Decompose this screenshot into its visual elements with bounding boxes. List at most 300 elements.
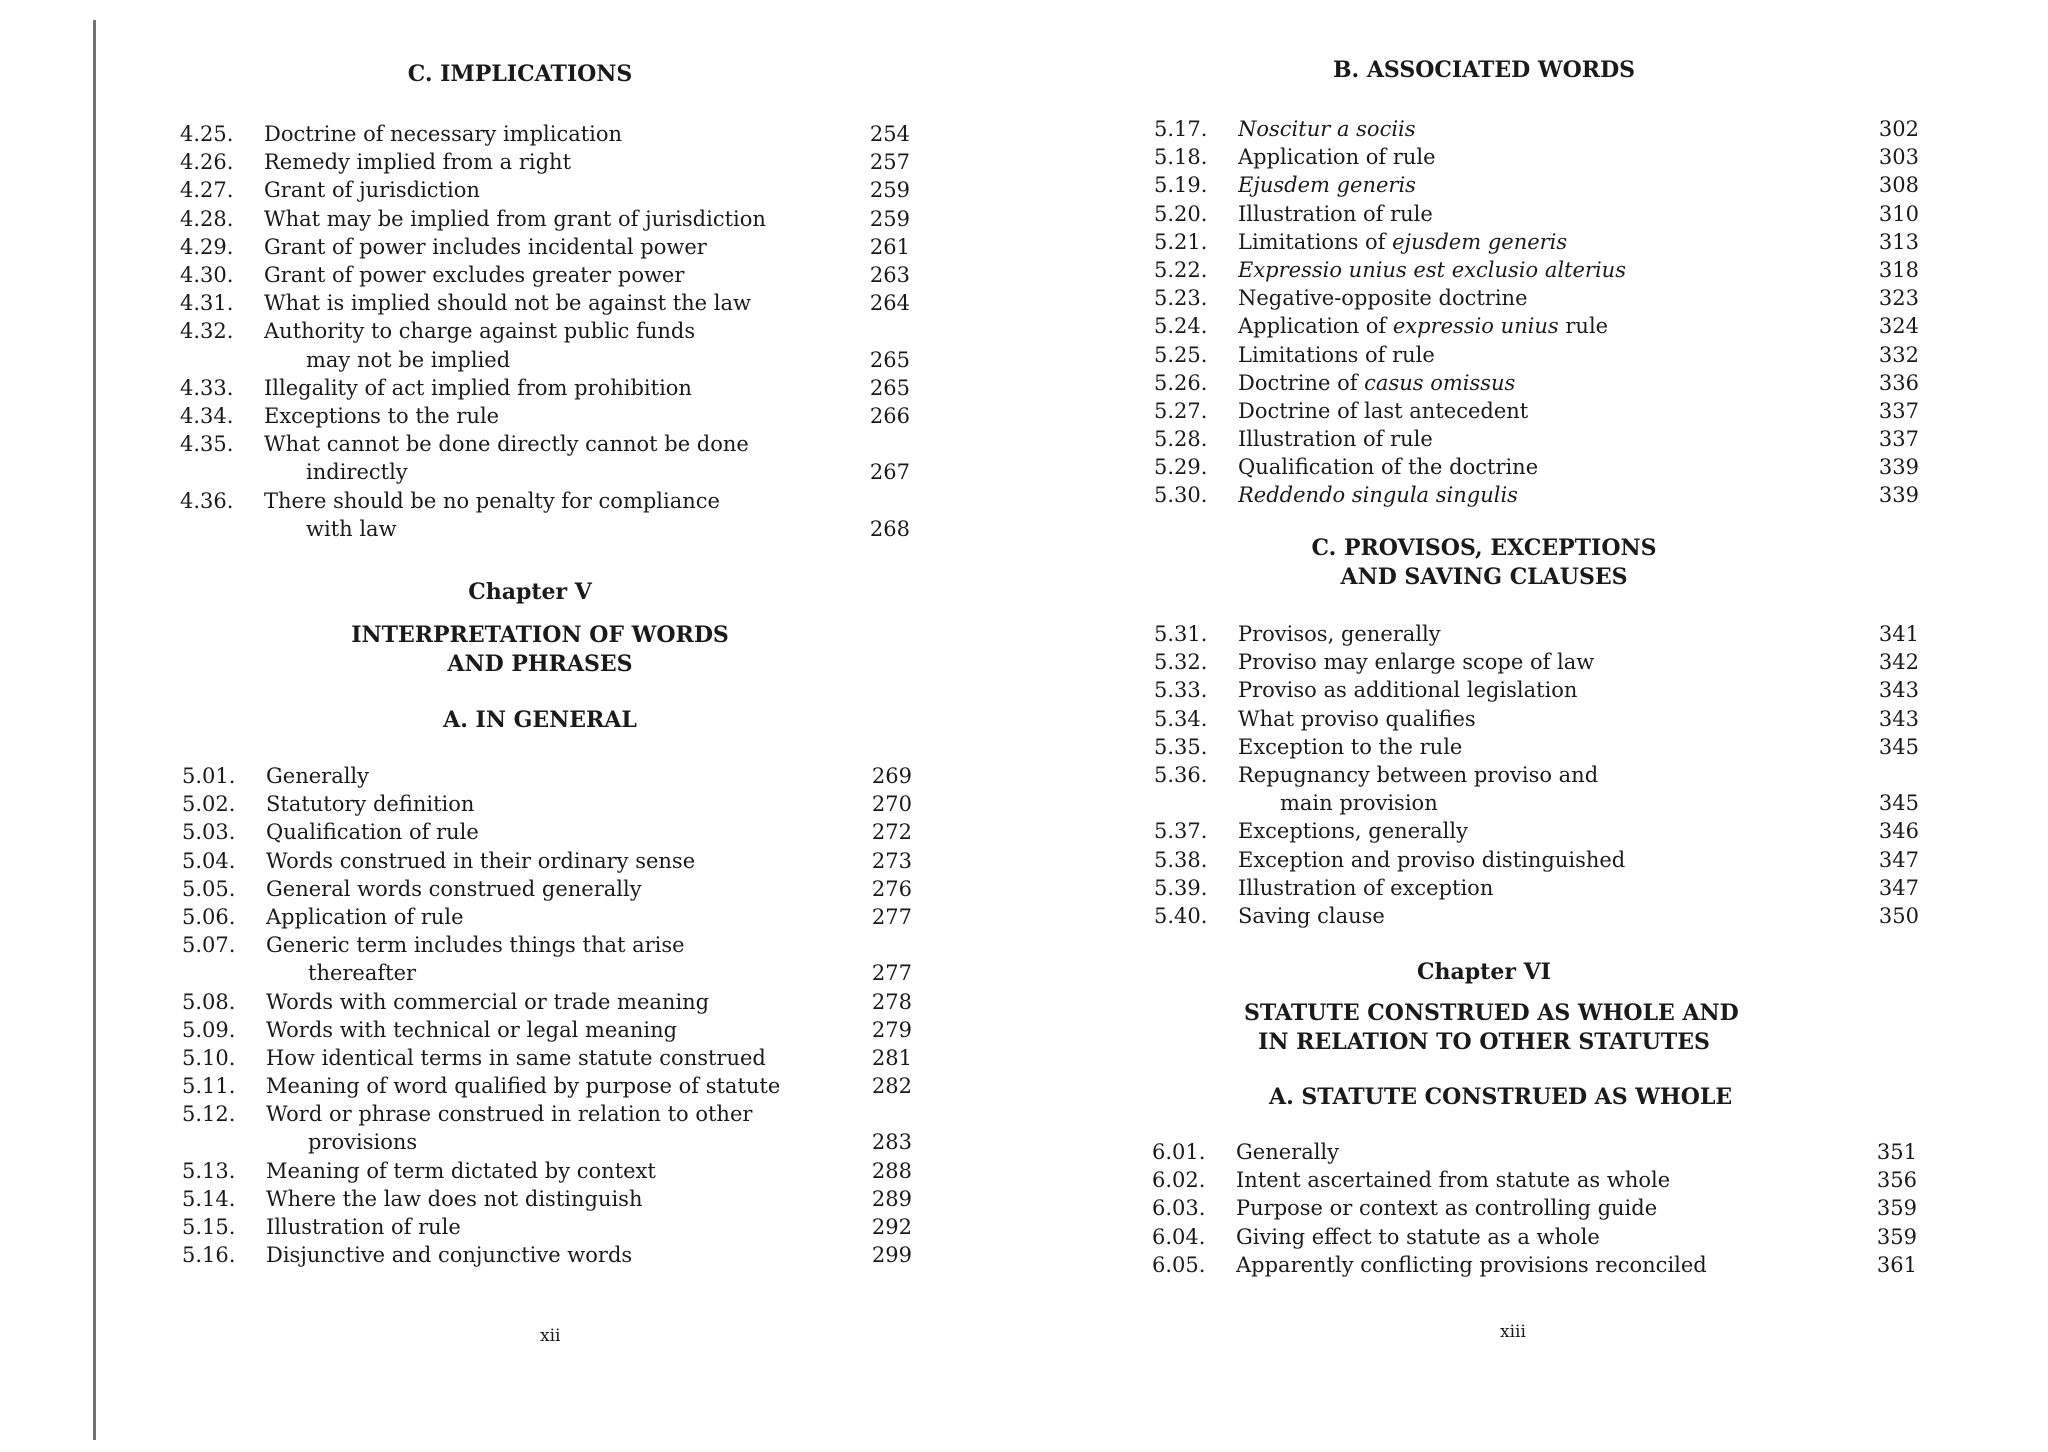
entry-title-text: There should be no penalty for compliance [264, 488, 720, 513]
entry-title [266, 1213, 852, 1241]
entry-title-text: What proviso qualifies [1238, 706, 1476, 731]
toc-entry [182, 1185, 912, 1213]
entry-page-number: 343 [1878, 678, 1919, 703]
toc-entry [1154, 425, 1919, 453]
toc-entry [1154, 341, 1919, 369]
entry-page-number: 310 [1878, 201, 1919, 226]
page-folio: xiii [1500, 1322, 1526, 1342]
entry-page-number: 276 [871, 876, 912, 901]
toc-entry [1152, 1166, 1917, 1194]
entry-number: 5.38. [1154, 847, 1208, 872]
entry-title-text: Proviso may enlarge scope of law [1238, 650, 1595, 675]
toc-entry [182, 1213, 912, 1241]
entry-number: 6.03. [1152, 1196, 1206, 1221]
entry-title [1236, 1251, 1857, 1279]
entry-title-text: Proviso as additional legislation [1238, 678, 1578, 703]
entry-title [1238, 481, 1859, 509]
entry-page-number: 265 [869, 375, 910, 400]
entry-title-text: Statutory definition [266, 792, 475, 817]
page-folio: xii [540, 1326, 561, 1346]
toc-entry [180, 205, 910, 233]
entry-title-text: Meaning of term dictated by context [266, 1158, 656, 1183]
entry-title [1238, 676, 1859, 704]
entry-page-number: 318 [1878, 257, 1919, 282]
entry-page-number: 266 [869, 403, 910, 428]
entry-title [1238, 143, 1859, 171]
toc-entry [1154, 369, 1919, 397]
entry-title-text: Saving clause [1238, 903, 1385, 928]
entry-number: 5.04. [182, 848, 236, 873]
entry-title-text: Words with commercial or trade meaning [266, 989, 710, 1014]
entry-page-number: 347 [1878, 847, 1919, 872]
entry-title-continuation: provisions [308, 1130, 418, 1155]
entry-title [264, 148, 850, 176]
toc-entry [182, 818, 912, 846]
entry-page-number: 336 [1878, 370, 1919, 395]
toc-entry [1154, 705, 1919, 733]
entry-page-number: 339 [1878, 483, 1919, 508]
entry-title [266, 790, 852, 818]
toc-entry [182, 931, 912, 987]
entry-page-number: 281 [871, 1045, 912, 1070]
entry-title-text: Provisos, generally [1238, 622, 1441, 646]
toc-entry [182, 1044, 912, 1072]
entry-number: 5.03. [182, 820, 236, 845]
entry-title [1238, 369, 1859, 397]
entry-title [1238, 817, 1859, 845]
entry-number: 5.28. [1154, 427, 1208, 452]
entry-number: 4.25. [180, 122, 234, 146]
entry-page-number: 254 [869, 122, 910, 146]
toc-entry [182, 903, 912, 931]
entry-number: 5.23. [1154, 286, 1208, 311]
entry-number: 4.35. [180, 432, 234, 457]
entry-title-text: Generally [1236, 1140, 1340, 1164]
entry-page-number: 259 [869, 206, 910, 231]
entry-page-number: 277 [871, 904, 912, 929]
entry-title-text: Doctrine of [1238, 370, 1365, 395]
entry-title-text: Words with technical or legal meaning [266, 1017, 678, 1042]
entry-number: 5.31. [1154, 622, 1208, 646]
entry-number: 5.35. [1154, 734, 1208, 759]
entry-title-text: Where the law does not distinguish [266, 1186, 643, 1211]
entry-page-number: 332 [1878, 342, 1919, 367]
entry-number: 5.26. [1154, 370, 1208, 395]
entry-page-number: 263 [869, 262, 910, 287]
entry-page-number: 270 [871, 792, 912, 817]
toc-entry [182, 847, 912, 875]
entry-number: 5.36. [1154, 762, 1208, 787]
entry-page-number: 345 [1878, 734, 1919, 759]
entry-title [266, 1072, 852, 1100]
entry-title [1236, 1138, 1857, 1166]
entry-title-text: Grant of power includes incidental power [264, 234, 707, 259]
section-c-heading-line-1: C. PROVISOS, EXCEPTIONS [1311, 535, 1657, 561]
entry-number: 5.40. [1154, 903, 1208, 928]
section-a-heading: A. STATUTE CONSTRUED AS WHOLE [1269, 1084, 1733, 1110]
entry-title-continuation: with law [306, 516, 397, 541]
entry-title-tail: rule [1558, 314, 1609, 339]
entry-title-text: Exception to the rule [1238, 734, 1463, 759]
toc-list-6 [1152, 1138, 1917, 1279]
entry-number: 5.34. [1154, 706, 1208, 731]
entry-page-number: 342 [1878, 650, 1919, 675]
section-b-heading: B. ASSOCIATED WORDS [1332, 57, 1636, 83]
entry-title [266, 988, 852, 1016]
entry-page-number: 313 [1878, 229, 1919, 254]
entry-title [1238, 312, 1859, 340]
toc-entry [182, 762, 912, 790]
entry-page-number: 272 [871, 820, 912, 845]
entry-page-number: 359 [1876, 1224, 1917, 1249]
entry-title-italic: expressio unius [1392, 314, 1559, 339]
entry-page-number: 359 [1876, 1196, 1917, 1221]
entry-title-continuation: indirectly [306, 460, 408, 485]
entry-title [1238, 846, 1859, 874]
entry-page-number: 261 [869, 234, 910, 259]
entry-title [1238, 761, 1859, 817]
entry-number: 4.33. [180, 375, 234, 400]
section-a-heading: A. IN GENERAL [443, 707, 637, 733]
toc-entry [182, 1100, 912, 1156]
entry-number: 4.36. [180, 488, 234, 513]
entry-page-number: 289 [871, 1186, 912, 1211]
entry-page-number: 343 [1878, 706, 1919, 731]
entry-title [1238, 228, 1859, 256]
toc-entry [1154, 143, 1919, 171]
entry-number: 5.06. [182, 904, 236, 929]
entry-page-number: 282 [871, 1074, 912, 1099]
entry-number: 5.30. [1154, 483, 1208, 508]
entry-number: 5.18. [1154, 145, 1208, 170]
entry-number: 5.27. [1154, 398, 1208, 423]
chapter-title-line-1: INTERPRETATION OF WORDS [351, 622, 729, 648]
entry-number: 5.01. [182, 764, 236, 788]
chapter-label: Chapter VI [1417, 959, 1551, 985]
entry-number: 5.39. [1154, 875, 1208, 900]
entry-title-text: Intent ascertained from statute as whole [1236, 1168, 1671, 1193]
entry-title-text: Application of rule [266, 904, 464, 929]
entry-title [1238, 620, 1859, 648]
entry-title-continuation: thereafter [308, 961, 417, 986]
entry-title [266, 1044, 852, 1072]
entry-title-text: Giving effect to statute as a whole [1236, 1224, 1600, 1249]
toc-list-4 [180, 120, 910, 543]
entry-title [266, 903, 852, 931]
entry-title-text: What is implied should not be against the law [264, 291, 751, 316]
toc-entry [180, 176, 910, 204]
entry-number: 5.12. [182, 1102, 236, 1127]
entry-title [1238, 902, 1859, 930]
entry-title-text: Illustration of rule [266, 1215, 461, 1240]
toc-entry [1152, 1138, 1917, 1166]
entry-page-number: 323 [1878, 286, 1919, 311]
entry-number: 6.05. [1152, 1252, 1206, 1277]
entry-number: 4.34. [180, 403, 234, 428]
entry-title-text: Exceptions to the rule [264, 403, 500, 428]
entry-number: 6.04. [1152, 1224, 1206, 1249]
entry-number: 5.05. [182, 876, 236, 901]
entry-title-text: Doctrine of last antecedent [1238, 398, 1529, 423]
toc-entry [1154, 256, 1919, 284]
entry-title [266, 847, 852, 875]
entry-number: 5.08. [182, 989, 236, 1014]
entry-title [266, 1016, 852, 1044]
entry-page-number: 292 [871, 1215, 912, 1240]
entry-page-number: 299 [871, 1243, 912, 1268]
entry-title-text: Apparently conflicting provisions reconciled [1236, 1252, 1707, 1277]
entry-title-continuation: main provision [1280, 791, 1438, 816]
entry-title [264, 317, 850, 373]
entry-title [1238, 705, 1859, 733]
entry-title-text: Ejusdem generis [1238, 173, 1416, 198]
section-c-heading-line-2: AND SAVING CLAUSES [1340, 564, 1628, 590]
entry-title [266, 818, 852, 846]
entry-title [264, 233, 850, 261]
toc-entry [182, 988, 912, 1016]
toc-entry [1154, 200, 1919, 228]
entry-title [1236, 1194, 1857, 1222]
entry-title [264, 289, 850, 317]
entry-title [264, 430, 850, 486]
entry-page-number: 346 [1878, 819, 1919, 844]
toc-entry [180, 487, 910, 543]
entry-page-number: 267 [869, 460, 910, 485]
entry-number: 5.22. [1154, 257, 1208, 282]
entry-title-text: Grant of power excludes greater power [264, 262, 685, 287]
entry-title-text: Limitations of [1238, 229, 1393, 254]
entry-title-text: What cannot be done directly cannot be done [264, 432, 749, 457]
toc-entry [1154, 228, 1919, 256]
entry-page-number: 347 [1878, 875, 1919, 900]
entry-number: 5.07. [182, 933, 236, 958]
entry-title-text: Exception and proviso distinguished [1238, 847, 1626, 872]
toc-entry [1154, 817, 1919, 845]
entry-title [266, 1185, 852, 1213]
entry-title-text: How identical terms in same statute construed [266, 1045, 766, 1070]
entry-title-text: Illustration of rule [1238, 427, 1433, 452]
entry-title [266, 1100, 852, 1156]
entry-number: 5.32. [1154, 650, 1208, 675]
entry-number: 5.02. [182, 792, 236, 817]
toc-entry [1154, 761, 1919, 817]
entry-title [264, 120, 850, 148]
entry-title [266, 931, 852, 987]
entry-page-number: 303 [1878, 145, 1919, 170]
entry-page-number: 356 [1876, 1168, 1917, 1193]
entry-title-text: General words construed generally [266, 876, 642, 901]
entry-title-text: Words construed in their ordinary sense [266, 848, 696, 873]
entry-number: 5.25. [1154, 342, 1208, 367]
entry-title-text: Generic term includes things that arise [266, 933, 685, 958]
entry-number: 5.29. [1154, 455, 1208, 480]
entry-title [266, 875, 852, 903]
entry-page-number: 279 [871, 1017, 912, 1042]
entry-title [1238, 284, 1859, 312]
entry-number: 4.30. [180, 262, 234, 287]
entry-page-number: 283 [871, 1130, 912, 1155]
toc-entry [1154, 115, 1919, 143]
entry-title-text: Qualification of rule [266, 820, 479, 845]
entry-title [1238, 874, 1859, 902]
entry-page-number: 337 [1878, 398, 1919, 423]
entry-title [264, 402, 850, 430]
toc-entry [180, 402, 910, 430]
entry-page-number: 278 [871, 989, 912, 1014]
toc-entry [1154, 648, 1919, 676]
entry-title-italic: ejusdem generis [1392, 229, 1568, 254]
entry-page-number: 268 [869, 516, 910, 541]
entry-number: 6.02. [1152, 1168, 1206, 1193]
entry-page-number: 269 [871, 764, 912, 788]
toc-entry [1154, 874, 1919, 902]
entry-title [1238, 425, 1859, 453]
toc-entry [1154, 676, 1919, 704]
entry-title [264, 205, 850, 233]
toc-entry [182, 1241, 912, 1269]
entry-title [264, 374, 850, 402]
entry-number: 5.33. [1154, 678, 1208, 703]
entry-title [1238, 733, 1859, 761]
entry-title-continuation: may not be implied [306, 347, 511, 372]
toc-entry [1154, 284, 1919, 312]
entry-page-number: 350 [1878, 903, 1919, 928]
entry-title-text: Reddendo singula singulis [1238, 483, 1518, 508]
entry-title [266, 762, 852, 790]
entry-page-number: 324 [1878, 314, 1919, 339]
entry-number: 4.27. [180, 178, 234, 203]
entry-page-number: 273 [871, 848, 912, 873]
entry-number: 5.13. [182, 1158, 236, 1183]
entry-number: 5.20. [1154, 201, 1208, 226]
entry-title-text: Exceptions, generally [1238, 819, 1468, 844]
toc-entry [182, 1016, 912, 1044]
entry-title-text: Meaning of word qualified by purpose of statute [266, 1074, 781, 1099]
entry-page-number: 308 [1878, 173, 1919, 198]
entry-number: 5.24. [1154, 314, 1208, 339]
toc-list-5c [1154, 620, 1919, 930]
chapter-title-line-2: IN RELATION TO OTHER STATUTES [1258, 1029, 1710, 1055]
entry-number: 5.15. [182, 1215, 236, 1240]
entry-title-text: Limitations of rule [1238, 342, 1435, 367]
entry-number: 5.11. [182, 1074, 236, 1099]
chapter-title-line-2: AND PHRASES [447, 651, 633, 677]
entry-title [264, 261, 850, 289]
entry-page-number: 345 [1878, 791, 1919, 816]
entry-title [266, 1157, 852, 1185]
toc-entry [1154, 481, 1919, 509]
entry-title [1238, 341, 1859, 369]
toc-entry [180, 148, 910, 176]
toc-entry [1152, 1223, 1917, 1251]
entry-number: 5.14. [182, 1186, 236, 1211]
entry-title [1238, 256, 1859, 284]
entry-page-number: 361 [1876, 1252, 1917, 1277]
toc-entry [1154, 171, 1919, 199]
toc-entry [1154, 902, 1919, 930]
entry-number: 5.10. [182, 1045, 236, 1070]
entry-title [264, 176, 850, 204]
entry-title-text: Remedy implied from a right [264, 150, 572, 175]
entry-title-text: Illegality of act implied from prohibition [264, 375, 692, 400]
entry-page-number: 351 [1876, 1140, 1917, 1164]
entry-title-text: Noscitur a sociis [1238, 117, 1416, 141]
toc-entry [1152, 1251, 1917, 1279]
right-page [1024, 0, 2048, 1452]
toc-entry [182, 1072, 912, 1100]
entry-title [1236, 1223, 1857, 1251]
entry-page-number: 277 [871, 961, 912, 986]
entry-number: 6.01. [1152, 1140, 1206, 1164]
toc-entry [1154, 312, 1919, 340]
entry-number: 5.17. [1154, 117, 1208, 141]
toc-entry [180, 289, 910, 317]
toc-entry [182, 1157, 912, 1185]
entry-title-text: Application of [1238, 314, 1393, 339]
entry-number: 4.32. [180, 319, 234, 344]
section-c-heading: C. IMPLICATIONS [407, 61, 633, 87]
entry-page-number: 259 [869, 178, 910, 203]
entry-title [1238, 397, 1859, 425]
entry-title [1238, 115, 1859, 143]
entry-number: 5.21. [1154, 229, 1208, 254]
chapter-label: Chapter V [468, 579, 592, 605]
toc-entry [180, 374, 910, 402]
entry-page-number: 257 [869, 150, 910, 175]
entry-title-text: Purpose or context as controlling guide [1236, 1196, 1658, 1221]
entry-title-text: Disjunctive and conjunctive words [266, 1243, 633, 1268]
entry-title-text: Repugnancy between proviso and [1238, 762, 1599, 787]
entry-title [1238, 648, 1859, 676]
entry-number: 4.28. [180, 206, 234, 231]
entry-number: 5.09. [182, 1017, 236, 1042]
entry-title-text: Expressio unius est exclusio alterius [1238, 257, 1626, 282]
entry-title-text: Doctrine of necessary implication [264, 122, 623, 146]
entry-title-text: Illustration of rule [1238, 201, 1433, 226]
toc-entry [1154, 846, 1919, 874]
toc-entry [180, 120, 910, 148]
entry-number: 4.29. [180, 234, 234, 259]
entry-title-text: Word or phrase construed in relation to other [266, 1102, 753, 1127]
toc-entry [182, 875, 912, 903]
entry-title-text: Illustration of exception [1238, 875, 1494, 900]
entry-title-text: Application of rule [1238, 145, 1436, 170]
toc-entry [180, 233, 910, 261]
entry-title-text: Authority to charge against public funds [264, 319, 696, 344]
entry-number: 4.26. [180, 150, 234, 175]
entry-title-italic: casus omissus [1364, 370, 1516, 395]
toc-entry [180, 430, 910, 486]
entry-title [1238, 453, 1859, 481]
entry-title [1238, 171, 1859, 199]
entry-page-number: 288 [871, 1158, 912, 1183]
entry-title-text: What may be implied from grant of jurisdiction [264, 206, 766, 231]
entry-title [1238, 200, 1859, 228]
entry-title-text: Qualification of the doctrine [1238, 455, 1539, 480]
toc-entry [180, 317, 910, 373]
entry-page-number: 264 [869, 291, 910, 316]
entry-page-number: 341 [1878, 622, 1919, 646]
entry-number: 5.16. [182, 1243, 236, 1268]
entry-page-number: 337 [1878, 427, 1919, 452]
toc-list-5b [1154, 115, 1919, 510]
entry-page-number: 339 [1878, 455, 1919, 480]
toc-entry [180, 261, 910, 289]
entry-title-text: Grant of jurisdiction [264, 178, 480, 203]
chapter-title-line-1: STATUTE CONSTRUED AS WHOLE AND [1244, 1000, 1739, 1026]
toc-entry [182, 790, 912, 818]
entry-title [266, 1241, 852, 1269]
